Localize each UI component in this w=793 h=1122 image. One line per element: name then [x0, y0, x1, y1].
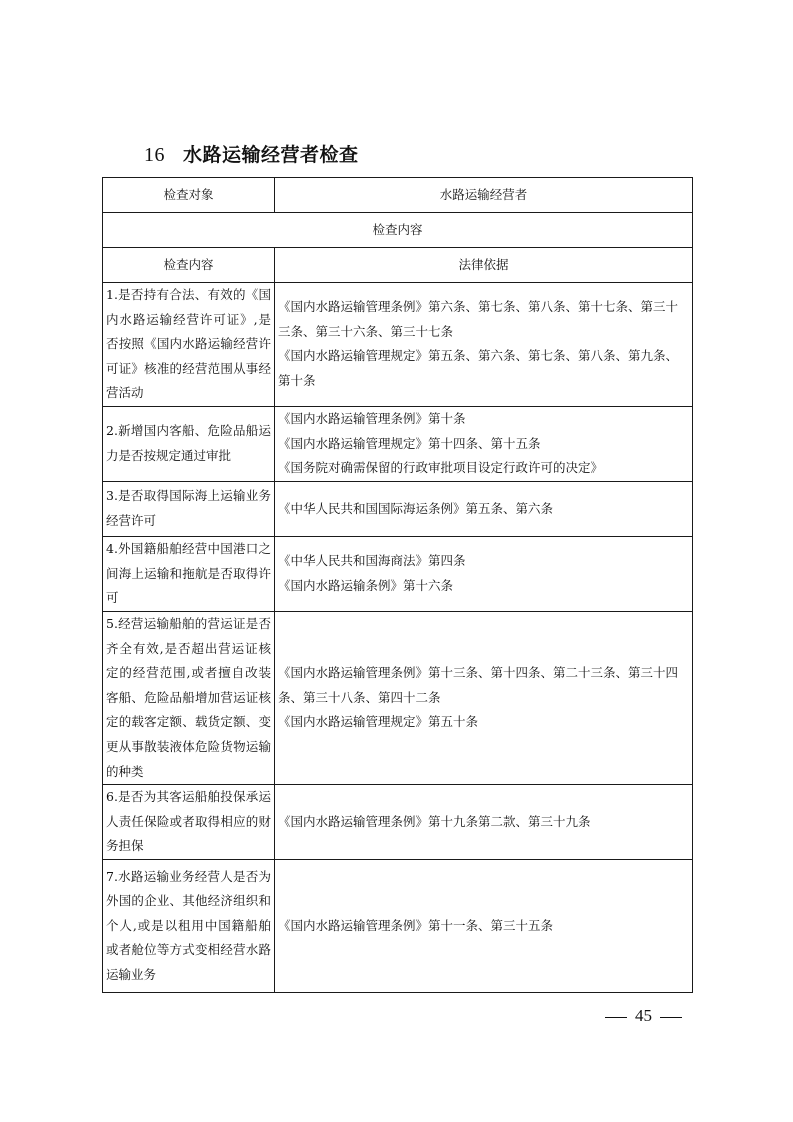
legal-basis-cell — [275, 611, 693, 784]
inspection-table — [102, 177, 693, 993]
table-row — [103, 860, 693, 993]
page-number-left-dash — [605, 1017, 627, 1018]
object-row — [103, 178, 693, 213]
legal-basis-line: 《国内水路运输管理规定》第五十条 — [278, 714, 479, 730]
inspection-item-cell: 2.新增国内客船、危险品船运力是否按规定通过审批 — [103, 406, 275, 481]
section-number: 16 — [144, 144, 165, 166]
inspection-item-cell: 3.是否取得国际海上运输业务经营许可 — [103, 481, 275, 536]
inspection-item-cell: 1.是否持有合法、有效的《国内水路运输经营许可证》,是否按照《国内水路运输经营许可证》核准的经营范围从事经营活动 — [103, 283, 275, 407]
legal-basis-line: 《国内水路运输管理条例》第六条、第七条、第八条、第十七条、第三十三条、第三十六条、第三十七条 — [278, 299, 679, 339]
page-number-right-dash — [660, 1017, 682, 1018]
content-header-cell: 检查内容 — [103, 213, 693, 248]
legal-basis-line: 《国内水路运输管理规定》第十四条、第十五条 — [278, 435, 541, 451]
page-number-value: 45 — [635, 1006, 652, 1025]
table-row — [103, 481, 693, 536]
table-row — [103, 536, 693, 611]
inspection-item-cell: 5.经营运输船舶的营运证是否齐全有效,是否超出营运证核定的经营范围,或者擅自改装客船、危险品船增加营运证核定的载客定额、载货定额、变更从事散装液体危险货物运输的种类 — [103, 611, 275, 784]
page-number — [597, 1006, 690, 1026]
object-label-cell: 检查对象 — [103, 178, 275, 213]
legal-basis-line: 《国内水路运输管理条例》第十一条、第三十五条 — [278, 917, 554, 933]
legal-basis-cell — [275, 406, 693, 481]
inspection-item-cell: 6.是否为其客运船舶投保承运人责任保险或者取得相应的财务担保 — [103, 785, 275, 860]
column-header-content: 检查内容 — [103, 248, 275, 283]
legal-basis-line: 《国内水路运输条例》第十六条 — [278, 577, 454, 593]
legal-basis-line: 《中华人民共和国海商法》第四条 — [278, 553, 466, 569]
legal-basis-line: 《国内水路运输管理规定》第五条、第六条、第七条、第八条、第九条、第十条 — [278, 348, 679, 389]
legal-basis-line: 《国内水路运输管理条例》第十三条、第十四条、第二十三条、第三十四条、第三十八条、第四十二条 — [278, 665, 679, 705]
content-header-row — [103, 213, 693, 248]
section-title — [144, 140, 359, 167]
legal-basis-line: 《国内水路运输管理条例》第十条 — [278, 411, 466, 427]
column-header-basis: 法律依据 — [275, 248, 693, 283]
legal-basis-cell — [275, 481, 693, 536]
legal-basis-line: 《中华人民共和国国际海运条例》第五条、第六条 — [278, 500, 554, 516]
column-header-row — [103, 248, 693, 283]
legal-basis-cell — [275, 860, 693, 993]
table-row — [103, 283, 693, 407]
inspection-item-cell: 4.外国籍船舶经营中国港口之间海上运输和拖航是否取得许可 — [103, 536, 275, 611]
legal-basis-line: 《国内水路运输管理条例》第十九条第二款、第三十九条 — [278, 813, 591, 829]
table-row — [103, 406, 693, 481]
table-row — [103, 785, 693, 860]
table-row — [103, 611, 693, 784]
legal-basis-cell — [275, 536, 693, 611]
legal-basis-cell — [275, 785, 693, 860]
inspection-item-cell: 7.水路运输业务经营人是否为外国的企业、其他经济组织和个人,或是以租用中国籍船舶或者舱位等方式变相经营水路运输业务 — [103, 860, 275, 993]
object-value-cell: 水路运输经营者 — [275, 178, 693, 213]
legal-basis-line: 《国务院对确需保留的行政审批项目设定行政许可的决定》 — [278, 460, 604, 476]
legal-basis-cell — [275, 283, 693, 407]
section-title-text: 水路运输经营者检查 — [183, 144, 359, 166]
